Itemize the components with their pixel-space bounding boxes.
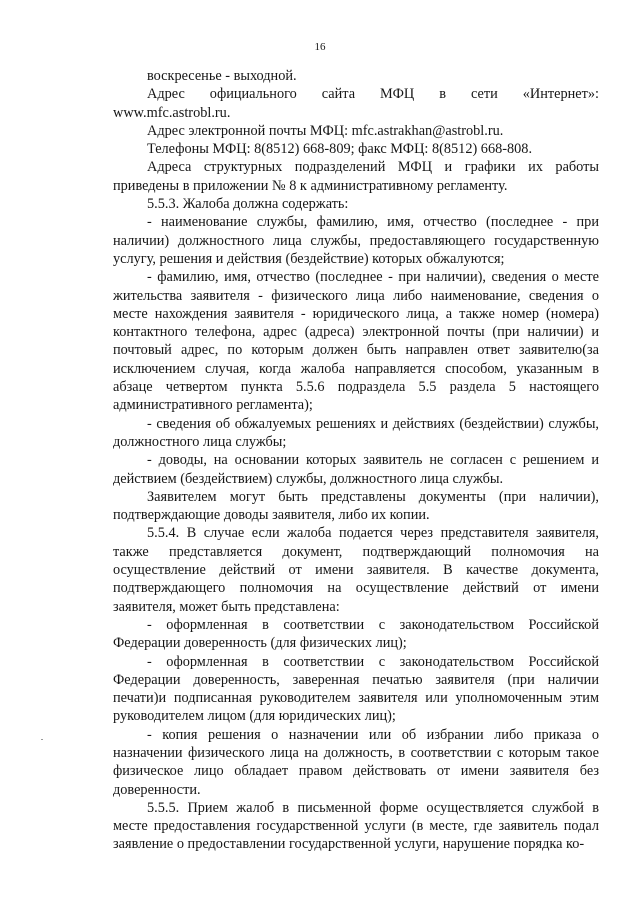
paragraph-power-of-attorney-individuals: - оформленная в соответствии с законодательством Российской Федерации доверенность (для физических лиц);: [113, 616, 599, 652]
paragraph-email-address: Адрес электронной почты МФЦ: mfc.astrakhan@astrobl.ru.: [147, 122, 504, 139]
document-body: [113, 67, 599, 854]
paragraph-website-address: Адрес официального сайта МФЦ в сети «Интернет»: www.mfc.astrobl.ru.: [113, 86, 599, 121]
paragraph-complaint-item-applicant-details: - фамилию, имя, отчество (последнее - при наличии), сведения о месте жительства заявителя - физического лица либо наименование, сведения о месте нахождения заявителя - юридического лица, а также номер (номера) контактного телефона, адрес (адреса) электронной почты (при наличии) и почтовый адрес, по которым должен быть направлен ответ заявителю(за исключением случая, когда жалоба направляется способом, указанным в абзаце четвертом пункта 5.5.6 подраздела 5.5 раздела 5 настоящего административного регламента);: [113, 269, 599, 414]
paragraph-supporting-documents: Заявителем могут быть представлены документы (при наличии), подтверждающие доводы заявителя, либо их копии.: [113, 488, 599, 524]
paragraph-complaint-item-appealed-decisions: - сведения об обжалуемых решениях и действиях (бездействии) службы, должностного лица службы;: [113, 415, 599, 450]
paragraph-structural-divisions: Адреса структурных подразделений МФЦ и графики их работы приведены в приложении № 8 к административному регламенту.: [113, 159, 599, 194]
paragraph-appointment-decision-copy: - копия решения о назначении или об избрании либо приказа о назначении физического лица на должность, в соответствии с которым такое физическое лицо обладает правом действовать от имени заявителя без доверенности.: [113, 726, 599, 798]
paragraph-power-of-attorney-legal-entities: - оформленная в соответствии с законодательством Российской Федерации доверенность, заверенная печатью заявителя (при наличии печати)и подписанная руководителем заявителя или уполномоченным этим руководителем лицом (для юридических лиц);: [113, 653, 599, 725]
paragraph-complaint-item-arguments: - доводы, на основании которых заявитель не согласен с решением и действием (бездействием) службы, должностного лица службы.: [113, 452, 599, 487]
page-number: 16: [314, 41, 326, 53]
paragraph-5-5-3-heading: 5.5.3. Жалоба должна содержать:: [147, 196, 349, 213]
paragraph-weekend-schedule: воскресенье - выходной.: [147, 68, 297, 84]
paragraph-5-5-5-written-complaints: 5.5.5. Прием жалоб в письменной форме осуществляется службой в месте предоставления государственной услуги (в месте, где заявитель подал заявление о предоставлении государственной услуги, нарушение порядка ко-: [113, 799, 599, 853]
paragraph-phone-numbers: Телефоны МФЦ: 8(8512) 668-809; факс МФЦ: 8(8512) 668-808.: [147, 141, 533, 158]
paragraph-5-5-4-representative: 5.5.4. В случае если жалоба подается через представителя заявителя, также представляется документ, подтверждающий полномочия на осуществление действий от имени заявителя. В качестве документа, подтверждающего полномочия на осуществление действий от имени заявителя, может быть представлена:: [113, 525, 599, 615]
paragraph-complaint-item-service-name: - наименование службы, фамилию, имя, отчество (последнее - при наличии) должностного лица службы, предоставляющего государственную услугу, решения и действия (бездействие) которых обжалуются;: [113, 214, 599, 267]
scan-speck: [41, 739, 43, 740]
